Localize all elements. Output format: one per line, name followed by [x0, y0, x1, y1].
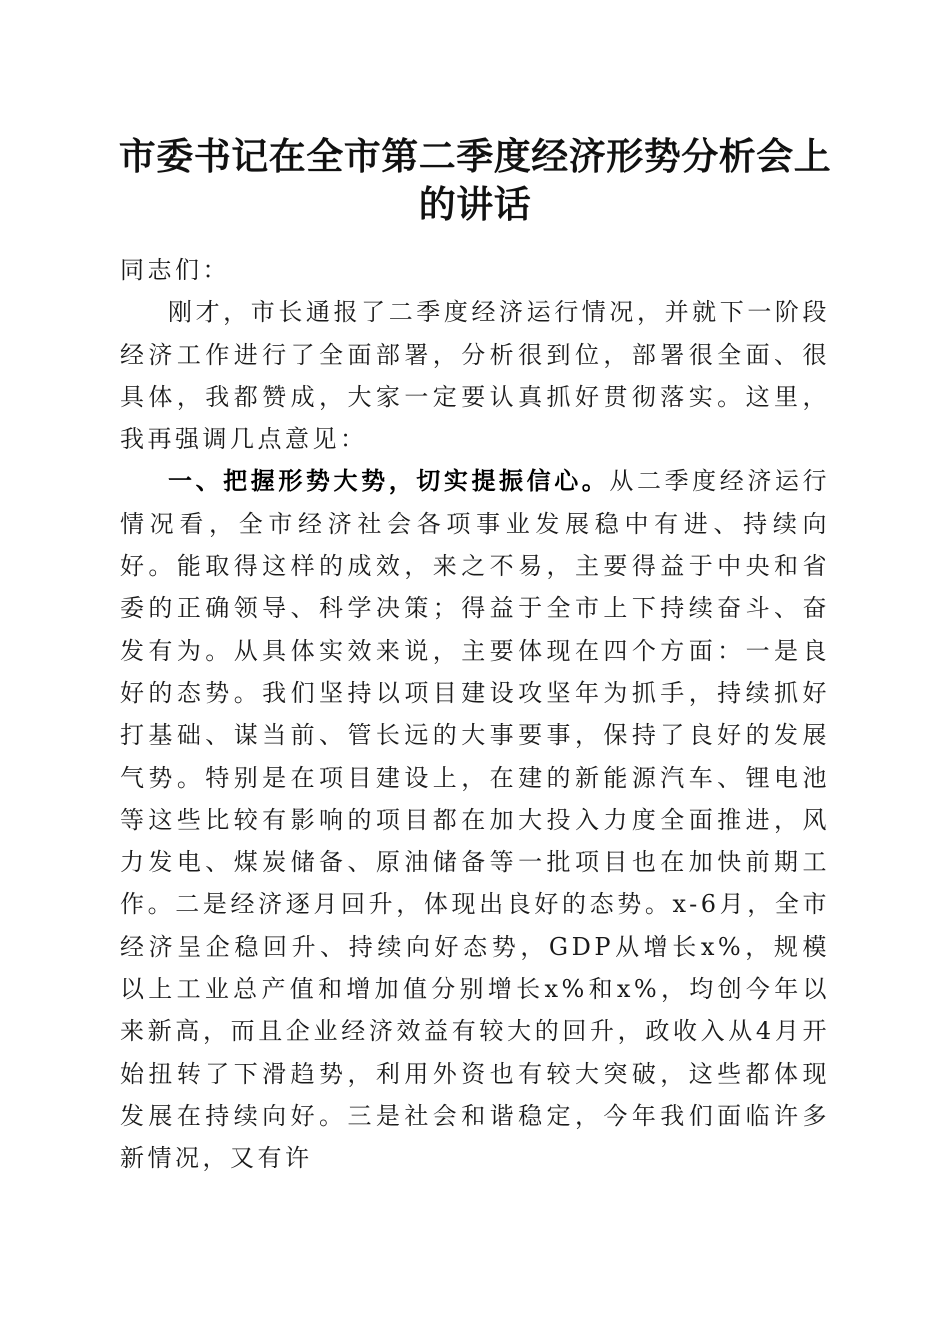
document-title: 市委书记在全市第二季度经济形势分析会上的讲话 [118, 134, 832, 226]
salutation: 同志们： [120, 256, 230, 284]
intro-paragraph: 刚才，市长通报了二季度经济运行情况，并就下一阶段经济工作进行了全面部署，分析很到位，部署很全面、很具体，我都赞成，大家一定要认真抓好贯彻落实。这里，我再强调几点意见： [120, 298, 830, 454]
section-1-heading: 一、把握形势大势，切实提振信心。 [168, 467, 610, 496]
document-body [120, 249, 830, 1180]
section-1-paragraph [120, 460, 830, 1179]
section-1-body: 从二季度经济运行情况看，全市经济社会各项事业发展稳中有进、持续向好。能取得这样的成效，来之不易，主要得益于中央和省委的正确领导、科学决策；得益于全市上下持续奋斗、奋发有为。从具体实效来说，主要体现在四个方面：一是良好的态势。我们坚持以项目建设攻坚年为抓手，持续抓好打基础、谋当前、管长远的大事要事，保持了良好的发展气势。特别是在项目建设上，在建的新能源汽车、锂电池等这些比较有影响的项目都在加大投入力度全面推进，风力发电、煤炭储备、原油储备等一批项目也在加快前期工作。二是经济逐月回升，体现出良好的态势。x-6月，全市经济呈企稳回升、持续向好态势，GDP从增长x%，规模以上工业总产值和增加值分别增长x%和x%，均创今年以来新高，而且企业经济效益有较大的回升，政收入从4月开始扭转了下滑趋势，利用外资也有较大突破，这些都体现发展在持续向好。三是社会和谐稳定，今年我们面临许多新情况，又有许 [120, 467, 830, 1173]
